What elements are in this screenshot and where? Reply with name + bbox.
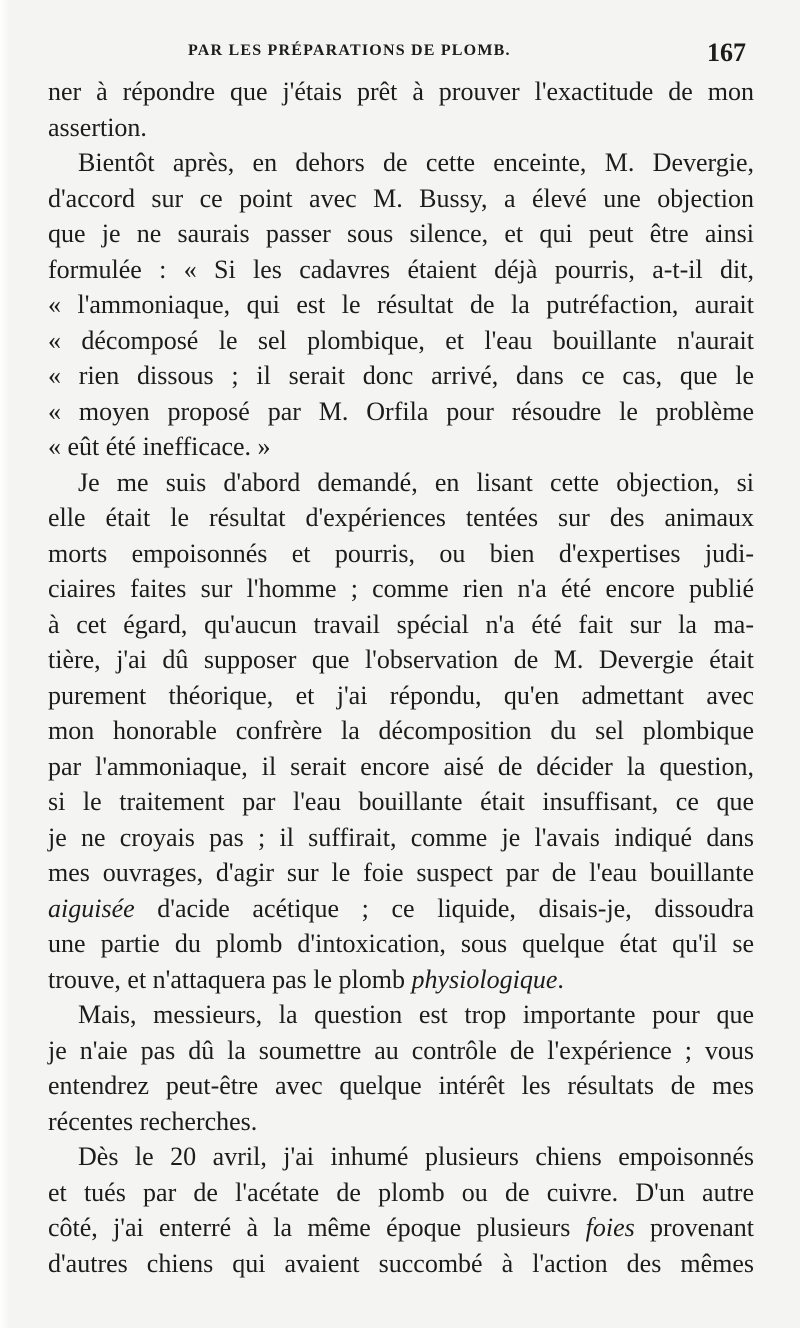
page-number: 167: [707, 38, 746, 67]
text-line: entendrez peut-être avec quelque intérêt les résultats de mes: [48, 1071, 754, 1100]
text-line: « décomposé le sel plombique, et l'eau bouillante n'aurait: [48, 325, 754, 355]
text-line: par l'ammoniaque, il serait encore aisé de décider la question,: [48, 751, 754, 781]
text-line: « l'ammoniaque, qui est le résultat de la putréfaction, aurait: [48, 290, 754, 319]
text-line: « moyen proposé par M. Orfila pour résoudre le problème: [48, 396, 754, 426]
running-title: PAR LES PRÉPARATIONS DE PLOMB.: [188, 42, 511, 59]
text-line: si le traitement par l'eau bouillante était insuffisant, ce que: [48, 787, 754, 816]
text-line: et tués par de l'acétate de plomb ou de cuivre. D'un autre: [48, 1177, 754, 1207]
text-segment: .: [557, 964, 564, 994]
text-line: que je ne saurais passer sous silence, et qui peut être ainsi: [48, 219, 754, 248]
text-segment: d'acide acétique ; ce liquide, disais-je, dissoudra: [134, 893, 754, 923]
text-segment: provenant: [634, 1213, 754, 1242]
italic-word: aiguisée: [48, 893, 135, 923]
text-line: [48, 891, 754, 927]
text-line: « rien dissous ; il serait donc arrivé, dans ce cas, que le: [48, 361, 754, 390]
text-line: tière, j'ai dû supposer que l'observation de M. Devergie était: [48, 645, 754, 674]
page-edge: [0, 0, 10, 1328]
text-line: Mais, messieurs, la question est trop importante pour que: [78, 1000, 754, 1029]
text-line: morts empoisonnés et pourris, ou bien d'expertises judi-: [48, 538, 754, 568]
body-text: [48, 74, 754, 1281]
text-line: d'autres chiens qui avaient succombé à l'action des mêmes: [48, 1248, 754, 1278]
text-line: je ne croyais pas ; il suffirait, comme je l'avais indiqué dans: [48, 822, 754, 852]
text-line: ner à répondre que j'étais prêt à prouver l'exactitude de mon: [48, 77, 754, 106]
text-line: [48, 1210, 754, 1246]
text-segment: trouve, et n'attaquera pas le plomb: [48, 964, 412, 994]
running-header: [48, 38, 746, 68]
text-line: à cet égard, qu'aucun travail spécial n'a été fait sur la ma-: [48, 609, 754, 639]
text-line: ciaires faites sur l'homme ; comme rien n'a été encore publié: [48, 574, 754, 603]
italic-word: physiologique: [411, 964, 558, 994]
text-line: d'accord sur ce point avec M. Bussy, a élevé une objection: [48, 183, 754, 213]
text-line: une partie du plomb d'intoxication, sous quelque état qu'il se: [48, 929, 754, 958]
text-line: mes ouvrages, d'agir sur le foie suspect par de l'eau bouillante: [48, 858, 754, 887]
text-line: « eût été inefficace. »: [48, 432, 271, 461]
text-line: assertion.: [48, 112, 147, 142]
text-line: elle était le résultat d'expériences tentées sur des animaux: [48, 503, 754, 532]
text-line: mon honorable confrère la décomposition du sel plombique: [48, 716, 754, 745]
italic-word: foies: [585, 1213, 635, 1242]
text-line: Je me suis d'abord demandé, en lisant cette objection, si: [78, 467, 754, 497]
text-line: purement théorique, et j'ai répondu, qu'en admettant avec: [48, 680, 754, 710]
text-segment: côté, j'ai enterré à la même époque plusieurs: [48, 1213, 586, 1242]
text-line: formulée : « Si les cadavres étaient déjà pourris, a-t-il dit,: [48, 254, 754, 284]
text-line: [48, 962, 754, 998]
text-line: je n'aie pas dû la soumettre au contrôle de l'expérience ; vous: [48, 1035, 754, 1065]
text-line: Dès le 20 avril, j'ai inhumé plusieurs chiens empoisonnés: [78, 1142, 754, 1171]
text-line: Bientôt après, en dehors de cette enceinte, M. Devergie,: [78, 148, 754, 177]
text-line: récentes recherches.: [48, 1106, 258, 1136]
